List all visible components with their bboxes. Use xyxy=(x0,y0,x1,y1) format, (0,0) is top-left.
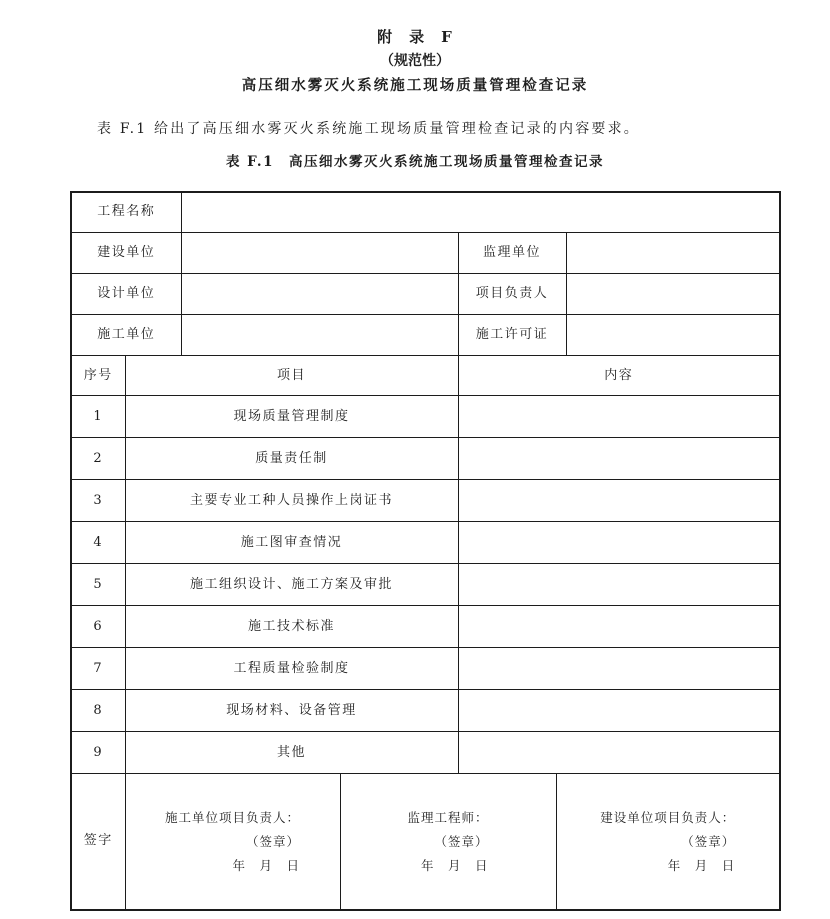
signature-line1: 施工单位项目负责人： xyxy=(165,809,301,825)
item-name: 现场材料、设备管理 xyxy=(125,690,458,732)
item-name: 主要专业工种人员操作上岗证书 xyxy=(125,480,458,522)
item-row-4 xyxy=(71,522,780,564)
info-row-builder-unit xyxy=(71,315,780,356)
item-row-9 xyxy=(71,732,780,774)
item-no: 8 xyxy=(71,690,125,732)
project-leader-value-cell xyxy=(566,274,780,315)
item-row-2 xyxy=(71,438,780,480)
signature-date-line: 年 月 日 xyxy=(421,857,489,873)
appendix-title: 附 录 F xyxy=(377,28,453,46)
item-content-cell xyxy=(458,648,780,690)
items-header-row xyxy=(71,356,780,396)
signature-seal-line: （签章） xyxy=(434,833,489,849)
column-header-content: 内容 xyxy=(458,356,780,396)
project-name-label: 工程名称 xyxy=(71,192,181,233)
construction-unit-value-cell xyxy=(181,233,458,274)
builder-unit-value-cell xyxy=(181,315,458,356)
item-no: 3 xyxy=(71,480,125,522)
signature-date-line: 年 月 日 xyxy=(667,857,736,873)
construction-permit-value-cell xyxy=(566,315,780,356)
signature-cell-builder xyxy=(125,774,340,910)
signature-row xyxy=(71,774,780,910)
item-content-cell xyxy=(458,480,780,522)
construction-permit-label: 施工许可证 xyxy=(458,315,566,356)
signature-seal-line: （签章） xyxy=(681,833,736,849)
item-no: 1 xyxy=(71,396,125,438)
info-row-construction-unit xyxy=(71,233,780,274)
signature-block-builder xyxy=(165,806,300,878)
signature-block-owner xyxy=(600,806,735,878)
item-name: 其他 xyxy=(125,732,458,774)
normative-label: （规范性） xyxy=(380,53,450,69)
signature-date-line: 年 月 日 xyxy=(232,857,301,873)
signature-label: 签字 xyxy=(71,774,125,910)
item-no: 6 xyxy=(71,606,125,648)
item-no: 9 xyxy=(71,732,125,774)
item-name: 施工技术标准 xyxy=(125,606,458,648)
quality-record-table xyxy=(70,191,781,911)
info-row-design-unit xyxy=(71,274,780,315)
item-name: 施工组织设计、施工方案及审批 xyxy=(125,564,458,606)
project-name-value-cell xyxy=(181,192,780,233)
table-caption: 表 F.1 高压细水雾灭火系统施工现场质量管理检查记录 xyxy=(225,154,605,171)
design-unit-value-cell xyxy=(181,274,458,315)
signature-cell-supervisor xyxy=(340,774,556,910)
item-row-6 xyxy=(71,606,780,648)
supervision-unit-value-cell xyxy=(566,233,780,274)
item-name: 质量责任制 xyxy=(125,438,458,480)
item-no: 2 xyxy=(71,438,125,480)
item-no: 7 xyxy=(71,648,125,690)
item-content-cell xyxy=(458,690,780,732)
column-header-no: 序号 xyxy=(71,356,125,396)
signature-line1: 监理工程师： xyxy=(407,809,489,825)
item-content-cell xyxy=(458,522,780,564)
construction-unit-label: 建设单位 xyxy=(71,233,181,274)
signature-seal-line: （签章） xyxy=(246,833,301,849)
signature-line1: 建设单位项目负责人： xyxy=(600,809,736,825)
item-content-cell xyxy=(458,396,780,438)
signature-block-supervisor xyxy=(408,806,489,878)
item-content-cell xyxy=(458,564,780,606)
column-header-item: 项目 xyxy=(125,356,458,396)
item-row-5 xyxy=(71,564,780,606)
item-row-3 xyxy=(71,480,780,522)
item-content-cell xyxy=(458,438,780,480)
item-name: 现场质量管理制度 xyxy=(125,396,458,438)
intro-paragraph: 表 F.1 给出了高压细水雾灭火系统施工现场质量管理检查记录的内容要求。 xyxy=(97,120,640,137)
info-row-project-name xyxy=(71,192,780,233)
item-content-cell xyxy=(458,606,780,648)
item-name: 工程质量检验制度 xyxy=(125,648,458,690)
project-leader-label: 项目负责人 xyxy=(458,274,566,315)
builder-unit-label: 施工单位 xyxy=(71,315,181,356)
item-name: 施工图审查情况 xyxy=(125,522,458,564)
item-row-8 xyxy=(71,690,780,732)
signature-cell-owner xyxy=(556,774,780,910)
item-content-cell xyxy=(458,732,780,774)
appendix-heading: 高压细水雾灭火系统施工现场质量管理检查记录 xyxy=(241,77,589,94)
design-unit-label: 设计单位 xyxy=(71,274,181,315)
supervision-unit-label: 监理单位 xyxy=(458,233,566,274)
item-row-1 xyxy=(71,396,780,438)
item-no: 5 xyxy=(71,564,125,606)
item-row-7 xyxy=(71,648,780,690)
item-no: 4 xyxy=(71,522,125,564)
